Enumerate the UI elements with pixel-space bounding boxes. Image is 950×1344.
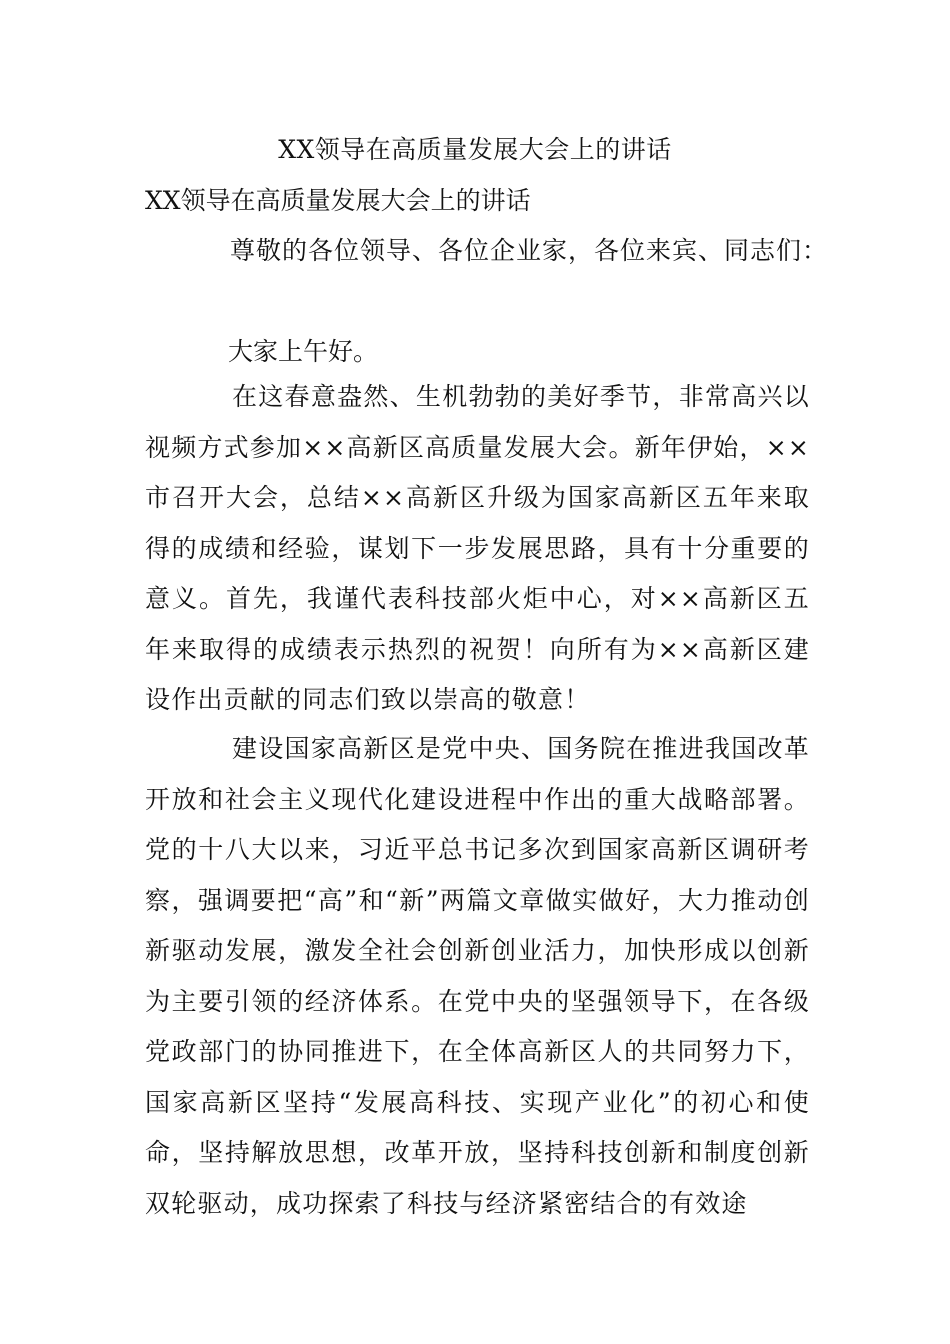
salutation: 尊敬的各位领导、各位企业家，各位来宾、同志们： [230,236,829,265]
document-title: XX领导在高质量发展大会上的讲话 [278,135,672,164]
greeting: 大家上午好。 [228,337,379,366]
document-subtitle: XX领导在高质量发展大会上的讲话 [145,186,531,215]
paragraph: 建设国家高新区是党中央、国务院在推进我国改革开放和社会主义现代化建设进程中作出的重大战略部署。党的十八大以来，习近平总书记多次到国家高新区调研考察，强调要把“高”和“新”两篇文章做实做好，大力推动创新驱动发展，激发全社会创新创业活力，加快形成以创新为主要引领的经济体系。在党中央的坚强领导下，在各级党政部门的协同推进下，在全体高新区人的共同努力下，国家高新区坚持“发展高科技、实现产业化”的初心和使命，坚持解放思想，改革开放，坚持科技创新和制度创新双轮驱动，成功探索了科技与经济紧密结合的有效途 [145,734,810,1218]
paragraph: 在这春意盎然、生机勃勃的美好季节，非常高兴以视频方式参加××高新区高质量发展大会。新年伊始，××市召开大会，总结××高新区升级为国家高新区五年来取得的成绩和经验，谋划下一步发展思路，具有十分重要的意义。首先，我谨代表科技部火炬中心，对××高新区五年来取得的成绩表示热烈的祝贺！向所有为××高新区建设作出贡献的同志们致以崇高的敬意！ [145,382,810,714]
